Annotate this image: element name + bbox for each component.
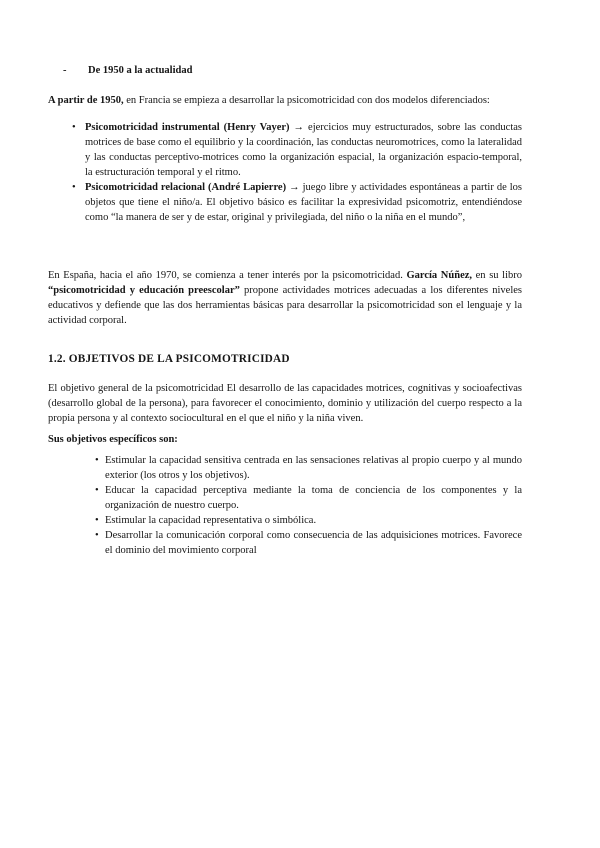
model-item-text <box>85 120 522 180</box>
list-item <box>48 180 522 225</box>
spain-text-3: propone actividades motrices adecuadas a los diferentes niveles educativos y defiende que las dos herramientas básicas para desarrollar la psicomotricidad son el lenguaje y la actividad corporal. <box>48 285 522 326</box>
objective-text: Desarrollar la comunicación corporal como consecuencia de las adquisiciones motrices. Favorece el dominio del movimiento corporal <box>105 530 522 556</box>
model-name-bold: Psicomotricidad relacional (André Lapierre) <box>85 182 287 193</box>
model-name-bold: Psicomotricidad instrumental (Henry Vayer) <box>85 122 290 133</box>
objective-text: Estimular la capacidad sensitiva centrada en las sensaciones relativas al propio cuerpo y al mundo exterior (los otros y los objetivos). <box>105 455 522 481</box>
list-item <box>48 453 522 483</box>
spain-text-1: En España, hacia el año 1970, se comienza a tener interés por la psicomotricidad. <box>48 270 407 281</box>
list-item <box>48 120 522 180</box>
models-list <box>48 120 522 225</box>
objective-text: Estimular la capacidad representativa o simbólica. <box>105 515 317 526</box>
intro-paragraph <box>48 93 522 108</box>
model-description: → ejercicios muy estructurados, sobre las conductas motrices de base como el equilibrio y la coordinación, las conductas neuromotrices, como la lateralidad y las conductas perceptivo-motrices como la organización espacial, la organización espacio-temporal, la estructuración temporal y el ritmo. <box>85 122 522 178</box>
specific-objectives-intro: Sus objetivos específicos son: <box>48 434 178 445</box>
objectives-list <box>48 453 522 558</box>
model-item-text <box>85 180 522 225</box>
book-title-bold: “psicomotricidad y educación preescolar” <box>48 285 240 296</box>
subheading-dash-item <box>63 63 522 78</box>
bullet-icon: • <box>95 530 99 541</box>
intro-rest-text: en Francia se empieza a desarrollar la psicomotricidad con dos modelos diferenciados: <box>123 95 490 106</box>
dash-marker: - <box>63 65 67 76</box>
bullet-icon: • <box>95 455 99 466</box>
author-name-bold: García Núñez, <box>406 270 473 281</box>
bullet-icon: • <box>72 122 76 133</box>
spain-paragraph <box>48 268 522 328</box>
spain-text-2: en su libro <box>472 270 522 281</box>
list-item <box>48 513 522 528</box>
bullet-icon: • <box>95 515 99 526</box>
intro-bold-text: A partir de 1950, <box>48 95 124 106</box>
section-heading: 1.2. OBJETIVOS DE LA PSICOMOTRICIDAD <box>48 353 290 365</box>
bullet-icon: • <box>72 182 76 193</box>
list-item <box>48 483 522 513</box>
bullet-icon: • <box>95 485 99 496</box>
list-item <box>48 528 522 558</box>
model-description: → juego libre y actividades espontáneas a partir de los objetos que tiene el niño/a. El objetivo básico es facilitar la expresividad psicomotriz, entendiéndose como “la manera de ser y de estar, original y privilegiada, del niño o la niña en el mundo”, <box>85 182 523 223</box>
general-objective-paragraph: El objetivo general de la psicomotricidad El desarrollo de las capacidades motrices, cognitivas y socioafectivas (desarrollo global de la persona), para favorecer el conocimiento, dominio y utilización del cuerpo respecto a la propia persona y al contexto sociocultural en el que el niño y la niña viven. <box>48 383 522 424</box>
subheading-text: De 1950 a la actualidad <box>88 65 193 76</box>
objective-text: Educar la capacidad perceptiva mediante la toma de conciencia de los componentes y la organización de nuestro cuerpo. <box>105 485 522 511</box>
